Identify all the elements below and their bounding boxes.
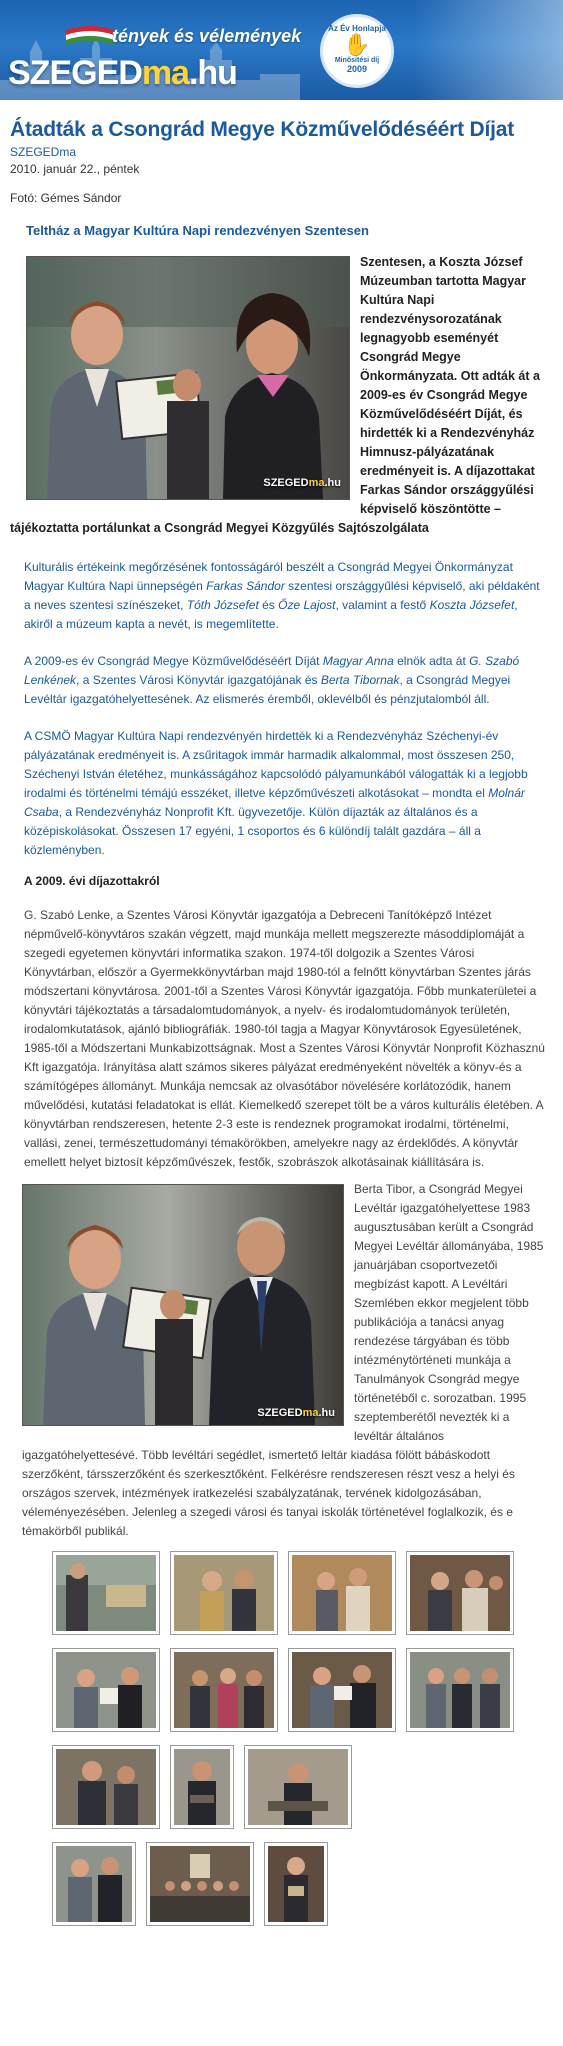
article-date: 2010. január 22., péntek (10, 162, 140, 176)
gallery-thumbnail[interactable] (406, 1551, 514, 1635)
gallery-thumbnail[interactable] (170, 1551, 278, 1635)
article (0, 118, 563, 1926)
article-source-link[interactable]: SZEGEDma (10, 145, 77, 159)
gallery-thumbnail[interactable] (244, 1745, 352, 1829)
paragraph-2: A 2009-es év Csongrád Megye Közművelődéséért Díját Magyar Anna elnök adta át G. Szabó Lenkének, a Szentes Városi Könyvtár igazgatójának és Berta Tibornak, a Csongrád Megyei Levéltár igazgatóhelyettesének. Az elismerés éremből, oklevélből és pénzjutalomból áll. (24, 654, 520, 706)
site-header (0, 0, 563, 100)
gallery-thumbnail[interactable] (170, 1648, 278, 1732)
gallery-thumbnail[interactable] (170, 1745, 234, 1829)
trophy-hand-icon: ✋ (343, 32, 371, 57)
logo-text-hu: .hu (188, 54, 237, 92)
photo-gallery (52, 1551, 552, 1926)
section-heading-awardees: A 2009. évi díjazottakról (24, 874, 160, 888)
article-lead (10, 253, 553, 538)
gallery-thumbnail[interactable] (288, 1648, 396, 1732)
berta-tibor-photo[interactable] (22, 1184, 344, 1426)
gallery-thumbnail[interactable] (288, 1551, 396, 1635)
award-title: Az Év Honlapja (328, 24, 386, 33)
logo-text-szeged: SZEGED (8, 54, 142, 92)
photo-watermark: SZEGEDma.hu (263, 477, 341, 489)
article-subtitle: Teltház a Magyar Kultúra Napi rendezvényen Szentesen (26, 223, 369, 238)
lead-text: Szentesen, a Koszta József Múzeumban tartotta Magyar Kultúra Napi rendezvénysorozatának legnagyobb eseményét Csongrád Megye Önkormányzata. Ott adták át a 2009-es év Csongrád Megye Közművelődéséért Díját, és hirdették ki a Rendezvényház Himnusz-pályázatának eredményeit is. A díjazottakat Farkas Sándor országgyűlési képviselő köszöntötte – tájékoztatta portálunkat a Csongrád Megyei Közgyűlés Sajtószolgálata (10, 255, 540, 535)
paragraph-3: A CSMÖ Magyar Kultúra Napi rendezvényén hirdették ki a Rendezvényház Széchenyi-év pályázatának eredményeit is. A zsűritagok immár harmadik alkalommal, most összesen 250, Széchenyi István életéhez, munkásságához kapcsolódó pályamunkából válogatták ki a legjobb irodalmi és történelmi témájú esszéket, illetve képzőművészeti alkotásokat – mondta el Molnár Csaba, a Rendezvényház Nonprofit Kft. ügyvezetője. Külön díjazták az általános és a középiskolásokat. Összesen 17 egyéni, 1 csoportos és 6 különdíj talált gazdára – áll a közleményben. (24, 729, 528, 857)
gallery-thumbnail[interactable] (52, 1648, 160, 1732)
gallery-row (52, 1551, 552, 1635)
gallery-thumbnail[interactable] (52, 1551, 160, 1635)
photo-illustration (27, 257, 349, 499)
gallery-row (52, 1842, 552, 1926)
gallery-thumbnail[interactable] (264, 1842, 328, 1926)
gallery-thumbnail[interactable] (406, 1648, 514, 1732)
award-subtitle: Minősítési díj (334, 57, 380, 64)
logo-text-ma: ma (141, 54, 189, 92)
gallery-thumbnail[interactable] (146, 1842, 254, 1926)
site-logo[interactable] (8, 54, 237, 93)
paragraph-5: Berta Tibor, a Csongrád Megyei Levéltár igazgatóhelyettese 1983 augusztusában került a Csongrád Megyei Levéltár állományába, 1985 januárjában csoportvezetői megbízást kapott. A Levéltári Szemlében ekkor megjelent több publikációja a tanácsi anyag rendezése tárgyában és több intézménytörténeti munkája a Tanulmányok Csongrád megye történetéből c. sorozatban. 1995 szeptemberétől nevezték ki a levéltár általános igazgatóhelyettesévé. Több levéltári segédlet, ismertető leltár kiadása fölött bábáskodott szerzőként, társszerzőként és szerkesztőként. Felkérésre rendszeresen részt vesz a helyi és országos szervek, intézmények iratkezelési szabályzatának, tervének kidolgozásában, véleményezésében. Jelenleg a szegedi városi és tanyai iskolák történetével foglalkozik, és e témakörből publikál. (22, 1182, 544, 1538)
gallery-thumbnail[interactable] (52, 1842, 136, 1926)
hungarian-flag-icon (64, 24, 116, 50)
photo-watermark: SZEGEDma.hu (257, 1407, 335, 1419)
award-ceremony-photo[interactable] (26, 256, 350, 500)
site-tagline: tények és vélemények (112, 26, 302, 46)
gallery-row (52, 1648, 552, 1732)
paragraph-4: G. Szabó Lenke, a Szentes Városi Könyvtár igazgatója a Debreceni Tanítóképző Intézet népművelő-könyvtáros szakán végzett, majd munkája mellett megszerezte másoddiplomáját a szegedi egyetemen könyvtári informatika szakon. 1974-től dolgozik a Szentes Városi Könyvtárban, először a Gyermekkönyvtárban majd 1980-tól a felnőtt könyvtárban Szentes járás módszertani könyvtárosa. 2001-től a Szentes Városi Könyvtár igazgatója. Főbb munkaterületei a könyvtári tájékoztatás a társadalomtudományok, a nyelv- és irodalomtudományok területén, irodalomkutatások, ajánló bibliográfiák. 1980-tól tagja a Magyar Könyvtárosok Egyesületének, 1985-től a Módszertani Munkabizottságnak. Most a Szentes Városi Könyvtár Nonprofit Közhasznú Kft igazgatója. Irányítása alatt számos sikeres pályázat eredményeként növelték a könyv-és a számítógépes állományt. Munkája nemcsak az olvasótábor növelésére korlátozódik, hanem művelődési, kutatási feladatokat is ellát. Kiemelkedő szerepet tölt be a város kulturális életében. A könyvtárban rendszeresen, hetente 2-3 este is rendeznek programokat irodalmi, történelmi, vallási, zenei, természettudományi témakörökben, amelyekre nagy az érdeklődés. A könyvtár emellett helyet biztosít képzőművészek, festők, szobrászok alkotásainak kiállítására is. (24, 908, 545, 1169)
article-meta (10, 144, 553, 178)
award-year: 2009 (346, 64, 368, 74)
article-title: Átadták a Csongrád Megye Közművelődéséért Díjat (10, 118, 515, 141)
header-gradient (413, 0, 563, 100)
berta-section (10, 1180, 545, 1541)
gallery-thumbnail[interactable] (52, 1745, 160, 1829)
photo-illustration (23, 1185, 343, 1425)
paragraph-1: Kulturális értékeink megőrzésének fontosságáról beszélt a Csongrád Megyei Önkormányzat Magyar Kultúra Napi ünnepségén Farkas Sándor szentesi országgyűlési képviselő, aki példaként a neves szentesi színészeket, Tóth Józsefet és Őze Lajost, valamint a festő Koszta Józsefet, akiről a múzeum kapta a nevét, is megemlítette. (24, 560, 540, 631)
gallery-row (52, 1745, 552, 1829)
award-badge[interactable] (320, 14, 394, 88)
photo-credit: Fotó: Gémes Sándor (10, 191, 122, 205)
